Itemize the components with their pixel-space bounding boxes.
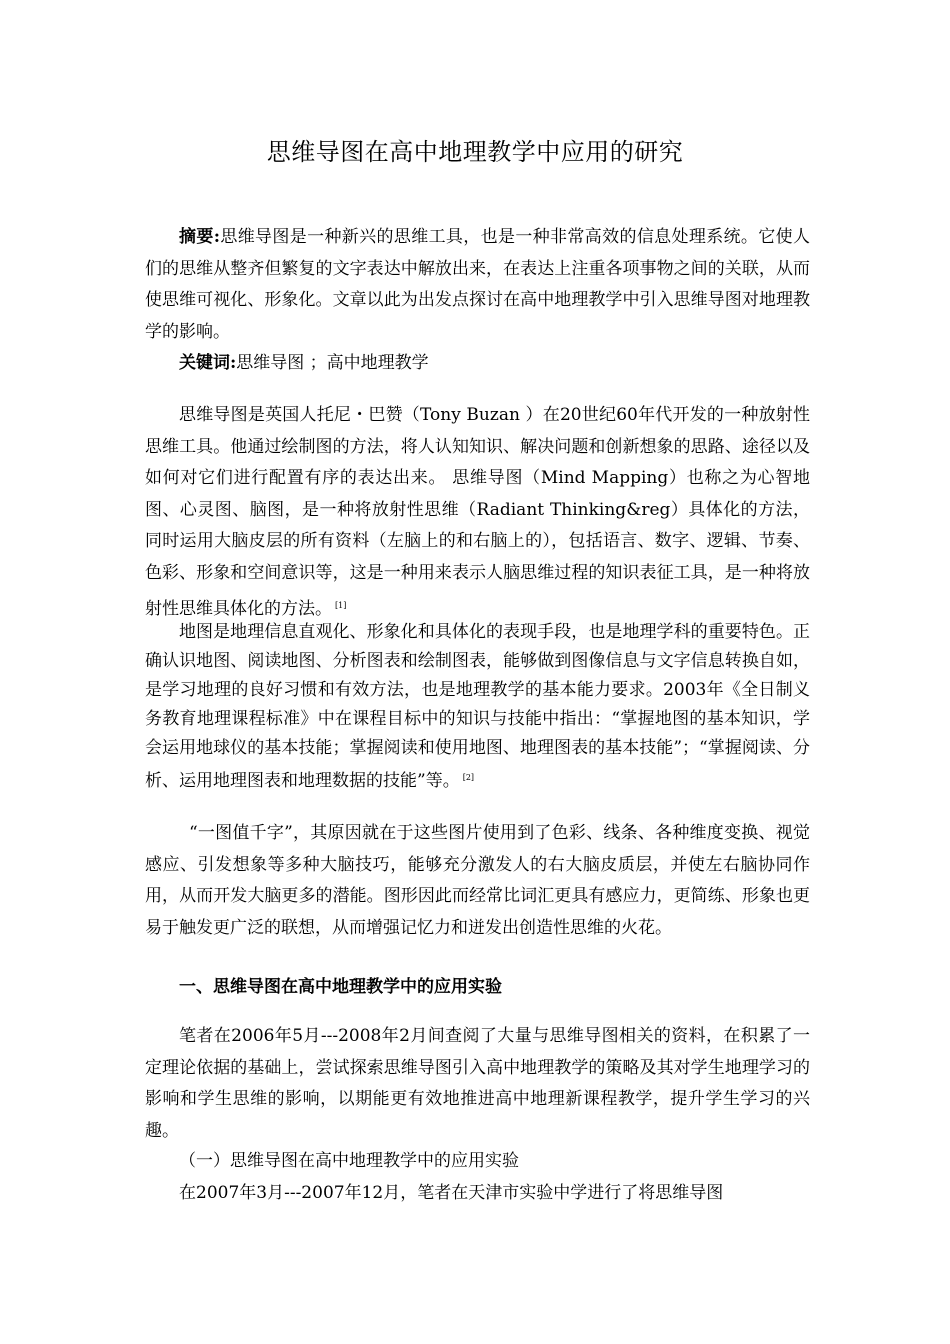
keywords-label: 关键词:: [179, 353, 237, 373]
body-paragraph-5: 在2007年3月---2007年12月，笔者在天津市实验中学进行了将思维导图: [179, 1183, 724, 1203]
citation-1[interactable]: [1]: [335, 600, 347, 610]
body-paragraph-3: “一图值千字”，其原因就在于这些图片使用到了色彩、线条、各种维度变换、视觉感应、引发想象等多种大脑技巧，能够充分激发人的右大脑皮质层，并使左右脑协同作用，从而开发大脑更多的潜能。图形因此而经常比词汇更具有感应力，更简练、形象也更易于触发更广泛的联想，从而增强记忆力和迸发出创造性思维的火花。: [145, 823, 810, 938]
citation-2[interactable]: [2]: [462, 773, 475, 782]
abstract-paragraph: [145, 222, 810, 348]
section-heading-1: 一、思维导图在高中地理教学中的应用实验: [179, 977, 502, 997]
body-paragraph-2: [145, 618, 810, 796]
document-title: 思维导图在高中地理教学中应用的研究: [266, 138, 684, 166]
abstract-text: 思维导图是一种新兴的思维工具，也是一种非常高效的信息处理系统。它使人们的思维从整齐但繁复的文字表达中解放出来，在表达上注重各项事物之间的关联，从而使思维可视化、形象化。文章以此为出发点探讨在高中地理教学中引入思维导图对地理教学的影响。: [145, 227, 810, 342]
keywords-line: [179, 348, 429, 373]
paragraph-2-text: 地图是地理信息直观化、形象化和具体化的表现手段，也是地理学科的重要特色。正确认识地图、阅读地图、分析图表和绘制图表，能够做到图像信息与文字信息转换自如，是学习地理的良好习惯和有效方法，也是地理教学的基本能力要求。2003年《全日制义务教育地理课程标准》中在课程目标中的知识与技能中指出：“掌握地图的基本知识，学会运用地球仪的基本技能；掌握阅读和使用地图、地理图表的基本技能”；“掌握阅读、分析、运用地理图表和地理数据的技能”等。: [145, 622, 810, 791]
body-paragraph-1: [145, 400, 810, 625]
paragraph-1-text: 思维导图是英国人托尼・巴赞（Tony Buzan ）在20世纪60年代开发的一种放射性思维工具。他通过绘制图的方法，将人认知知识、解决问题和创新想象的思路、途径以及如何对它们进行配置有序的表达出来。 思维导图（Mind Mapping）也称之为心智地图、心灵图、脑图，是一种将放射性思维（Radiant Thinking&reg）具体化的方法，同时运用大脑皮层的所有资料（左脑上的和右脑上的），包括语言、数字、逻辑、节奏、色彩、形象和空间意识等，这是一种用来表示人脑思维过程的知识表征工具，是一种将放射性思维具体化的方法。: [145, 405, 810, 619]
keywords-text: 思维导图 ；高中地理教学: [236, 353, 429, 373]
body-paragraph-4: 笔者在2006年5月---2008年2月间查阅了大量与思维导图相关的资料，在积累了一定理论依据的基础上，尝试探索思维导图引入高中地理教学的策略及其对学生地理学习的影响和学生思维的影响，以期能更有效地推进高中地理新课程教学，提升学生学习的兴趣。: [145, 1026, 810, 1141]
subsection-heading-1: （一）思维导图在高中地理教学中的应用实验: [179, 1151, 519, 1171]
abstract-label: 摘要:: [179, 227, 220, 247]
